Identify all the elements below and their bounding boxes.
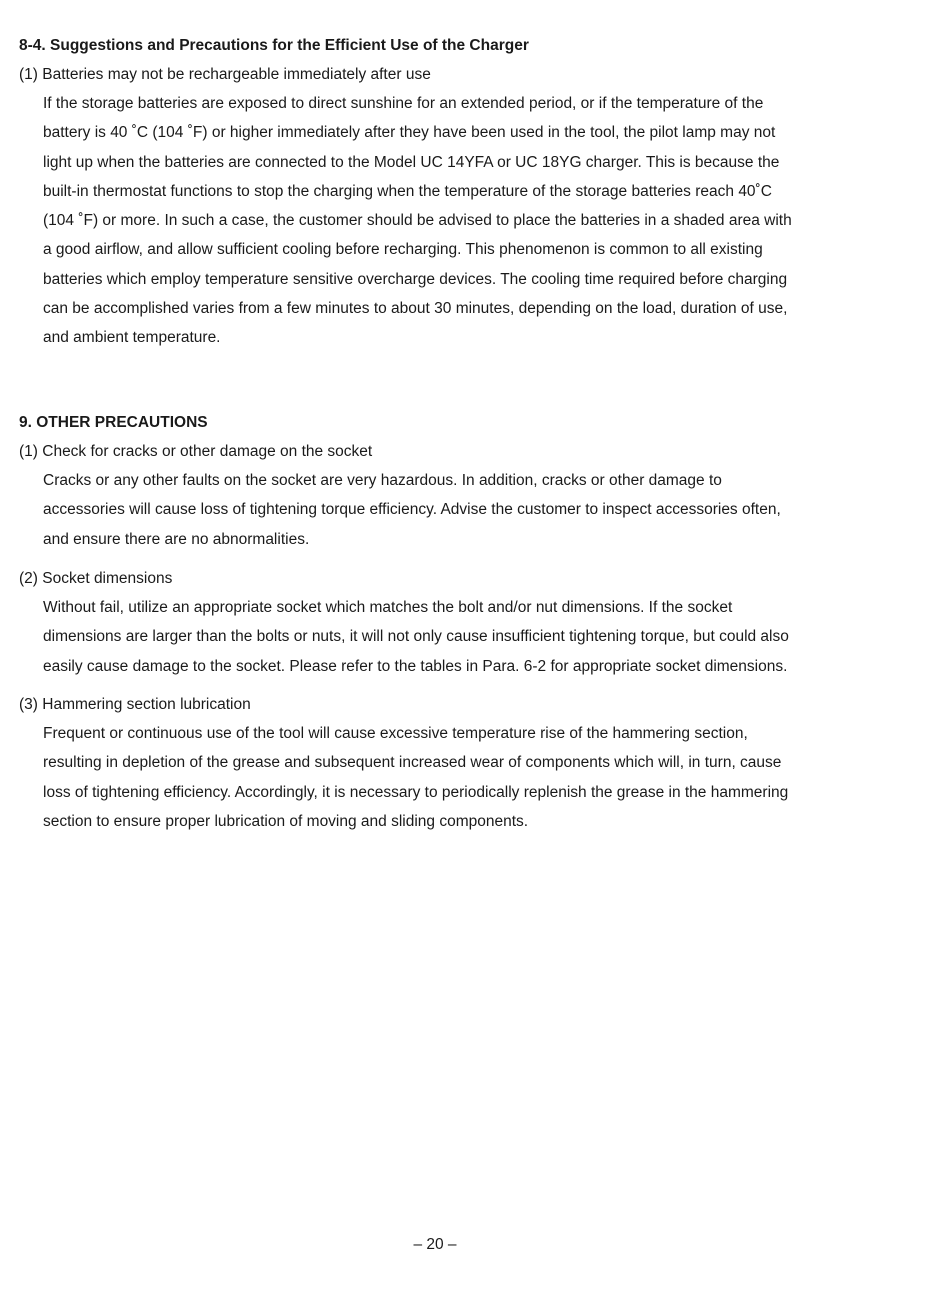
- paragraph-line: battery is 40 ˚C (104 ˚F) or higher immediately after they have been used in the tool, the pilot lamp may not: [43, 124, 776, 142]
- paragraph-line: built-in thermostat functions to stop the charging when the temperature of the storage batteries reach 40˚C: [43, 182, 772, 200]
- paragraph-line: loss of tightening efficiency. Accordingly, it is necessary to periodically replenish the grease in the hammering: [43, 783, 789, 801]
- section-9-title: 9. OTHER PRECAUTIONS: [19, 414, 208, 431]
- section-9-item-2-body: [43, 593, 833, 681]
- paragraph-line: can be accomplished varies from a few minutes to about 30 minutes, depending on the load, duration of use,: [43, 300, 788, 318]
- section-8-4-item-1-body: [43, 89, 833, 353]
- paragraph-line: a good airflow, and allow sufficient cooling before recharging. This phenomenon is common to all existing: [43, 241, 763, 259]
- paragraph-line: and ensure there are no abnormalities.: [43, 530, 310, 548]
- paragraph-line: and ambient temperature.: [43, 329, 221, 347]
- section-8-4-item-1-heading: (1) Batteries may not be rechargeable immediately after use: [19, 66, 431, 83]
- section-9-item-1-body: [43, 466, 833, 554]
- paragraph-line: easily cause damage to the socket. Please refer to the tables in Para. 6-2 for appropriate socket dimensions.: [43, 657, 788, 675]
- section-9-item-3-heading: (3) Hammering section lubrication: [19, 696, 251, 713]
- paragraph-line: section to ensure proper lubrication of moving and sliding components.: [43, 812, 529, 830]
- paragraph-line: (104 ˚F) or more. In such a case, the customer should be advised to place the batteries in a shaded area with: [43, 212, 792, 230]
- paragraph-line: light up when the batteries are connected to the Model UC 14YFA or UC 18YG charger. This is because the: [43, 153, 780, 171]
- paragraph-line: Frequent or continuous use of the tool will cause excessive temperature rise of the hammering section,: [43, 725, 748, 742]
- paragraph-line: Cracks or any other faults on the socket are very hazardous. In addition, cracks or other damage to: [43, 472, 722, 489]
- paragraph-line: dimensions are larger than the bolts or nuts, it will not only cause insufficient tightening torque, but could also: [43, 628, 789, 646]
- section-9-item-1-heading: (1) Check for cracks or other damage on the socket: [19, 443, 373, 460]
- section-9-item-2-heading: (2) Socket dimensions: [19, 570, 173, 587]
- section-8-4-title: 8-4. Suggestions and Precautions for the Efficient Use of the Charger: [19, 37, 529, 54]
- page-number: – 20 –: [413, 1236, 457, 1253]
- paragraph-line: Without fail, utilize an appropriate socket which matches the bolt and/or nut dimensions. If the socket: [43, 599, 733, 616]
- paragraph-line: batteries which employ temperature sensitive overcharge devices. The cooling time required before charging: [43, 270, 788, 288]
- paragraph-line: resulting in depletion of the grease and subsequent increased wear of components which will, in turn, cause: [43, 754, 782, 772]
- section-9-item-3-body: [43, 719, 833, 836]
- paragraph-line: If the storage batteries are exposed to direct sunshine for an extended period, or if the temperature of the: [43, 95, 764, 112]
- paragraph-line: accessories will cause loss of tightening torque efficiency. Advise the customer to inspect accessories often,: [43, 501, 781, 519]
